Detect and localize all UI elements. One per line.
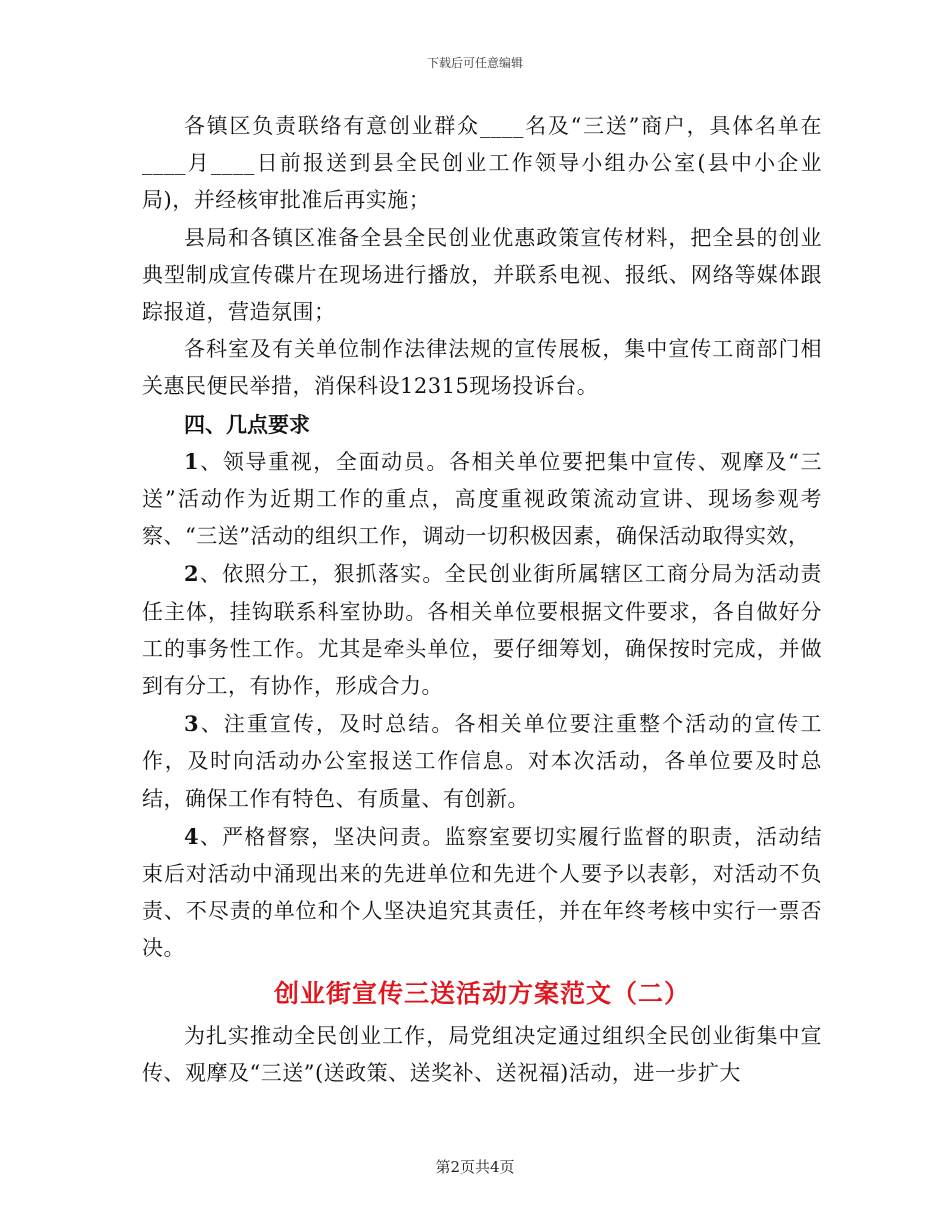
requirement-item bbox=[142, 705, 822, 818]
section-heading: 四、几点要求 bbox=[184, 411, 310, 437]
requirement-item bbox=[142, 555, 822, 705]
item-number: 2 bbox=[184, 561, 200, 587]
requirement-item bbox=[142, 818, 822, 968]
intro-paragraph: 为扎实推动全民创业工作，局党组决定通过组织全民创业街集中宣传、观摩及“三送”(送政策、送奖补、送祝福)活动，进一步扩大 bbox=[142, 1023, 822, 1085]
page-header: 下载后可任意编辑 bbox=[426, 56, 523, 70]
item-text: 、领导重视，全面动员。各相关单位要把集中宣传、观摩及“三送”活动作为近期工作的重点，高度重视政策流动宣讲、现场参观考察、“三送”活动的组织工作，调动一切积极因素，确保活动取得实效， bbox=[142, 449, 822, 549]
item-text: 、严格督察，坚决问责。监察室要切实履行监督的职责，活动结束后对活动中涌现出来的先进单位和先进个人要予以表彰，对活动不负责、不尽责的单位和个人坚决追究其责任，并在年终考核中实行一票否决。 bbox=[142, 824, 822, 961]
paragraph: 各科室及有关单位制作法律法规的宣传展板，集中宣传工商部门相关惠民便民举措，消保科设12315现场投诉台。 bbox=[142, 337, 822, 399]
item-number: 1 bbox=[184, 448, 200, 474]
document-body bbox=[142, 108, 822, 1092]
paragraph: 县局和各镇区准备全县全民创业优惠政策宣传材料，把全县的创业典型制成宣传碟片在现场进行播放，并联系电视、报纸、网络等媒体跟踪报道，营造氛围； bbox=[142, 225, 822, 325]
item-text: 、注重宣传，及时总结。各相关单位要注重整个活动的宣传工作，及时向活动办公室报送工作信息。对本次活动，各单位要及时总结，确保工作有特色、有质量、有创新。 bbox=[142, 712, 822, 811]
page-footer: 第2页共4页 bbox=[435, 1158, 515, 1176]
paragraph: 各镇区负责联络有意创业群众____名及“三送”商户，具体名单在____月____日前报送到县全民创业工作领导小组办公室(县中小企业局)，并经核审批准后再实施； bbox=[142, 114, 822, 213]
requirement-item bbox=[142, 443, 822, 556]
item-number: 3 bbox=[184, 711, 200, 737]
item-number: 4 bbox=[184, 823, 200, 849]
article-title: 创业街宣传三送活动方案范文（二） bbox=[273, 978, 690, 1008]
item-text: 、依照分工，狠抓落实。全民创业街所属辖区工商分局为活动责任主体，挂钩联系科室协助。各相关单位要根据文件要求，各自做好分工的事务性工作。尤其是牵头单位，要仔细筹划，确保按时完成，并做到有分工，有协作，形成合力。 bbox=[142, 562, 822, 699]
